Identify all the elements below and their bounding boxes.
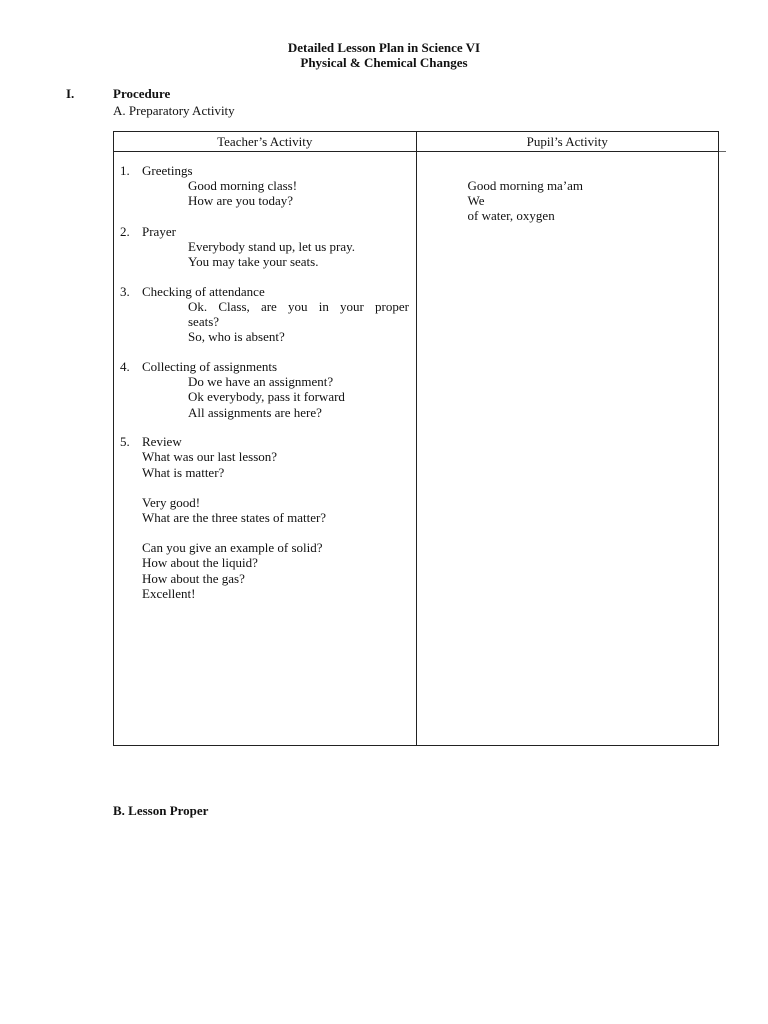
pupil-activity-cell xyxy=(416,152,719,746)
table-header-row xyxy=(114,132,719,152)
assignments-line: Do we have an assignment? xyxy=(188,374,334,389)
greetings-number: 1. xyxy=(120,163,130,178)
greetings-title: Greetings xyxy=(142,163,193,178)
review-line: Very good! xyxy=(142,495,201,510)
lesson-proper-heading: B. Lesson Proper xyxy=(113,803,209,818)
teacher-column-header: Teacher’s Activity xyxy=(114,132,417,152)
review-title: Review xyxy=(142,434,182,449)
assignments-line: Ok everybody, pass it forward xyxy=(188,389,345,404)
prayer-title: Prayer xyxy=(142,224,176,239)
table-body-row xyxy=(114,152,719,746)
subsection-preparatory: A. Preparatory Activity xyxy=(113,103,235,118)
attendance-line: seats? xyxy=(188,314,220,329)
assignments-title: Collecting of assignments xyxy=(142,359,278,374)
attendance-line: So, who is absent? xyxy=(188,329,285,344)
teacher-activity-cell xyxy=(114,152,417,746)
assignments-line: All assignments are here? xyxy=(188,405,322,420)
prayer-line: Everybody stand up, let us pray. xyxy=(188,239,356,254)
review-line: Excellent! xyxy=(142,586,196,601)
section-number: I. xyxy=(66,86,75,101)
pupil-response-line: of water, oxygen xyxy=(467,208,555,223)
document-subtitle: Physical & Chemical Changes xyxy=(300,55,468,70)
document-title: Detailed Lesson Plan in Science VI xyxy=(287,40,481,55)
review-line: What was our last lesson? xyxy=(142,449,278,464)
pupil-column-header: Pupil’s Activity xyxy=(416,132,719,152)
review-line: What is matter? xyxy=(142,465,225,480)
prayer-line: You may take your seats. xyxy=(188,254,319,269)
review-number: 5. xyxy=(120,434,130,449)
attendance-line: Ok. Class, are you in your proper xyxy=(188,299,409,314)
pupil-response-line: Good morning ma’am xyxy=(467,178,584,193)
attendance-number: 3. xyxy=(120,284,130,299)
stray-rule-mark xyxy=(719,151,726,152)
greetings-line: Good morning class! xyxy=(188,178,298,193)
review-line: Can you give an example of solid? xyxy=(142,540,323,555)
review-line: What are the three states of matter? xyxy=(142,510,327,525)
review-line: How about the gas? xyxy=(142,571,245,586)
activity-table xyxy=(113,131,719,746)
prayer-number: 2. xyxy=(120,224,130,239)
greetings-line: How are you today? xyxy=(188,193,294,208)
section-heading: Procedure xyxy=(113,86,171,101)
assignments-number: 4. xyxy=(120,359,130,374)
attendance-title: Checking of attendance xyxy=(142,284,265,299)
review-line: How about the liquid? xyxy=(142,555,258,570)
pupil-response-line: We xyxy=(467,193,485,208)
